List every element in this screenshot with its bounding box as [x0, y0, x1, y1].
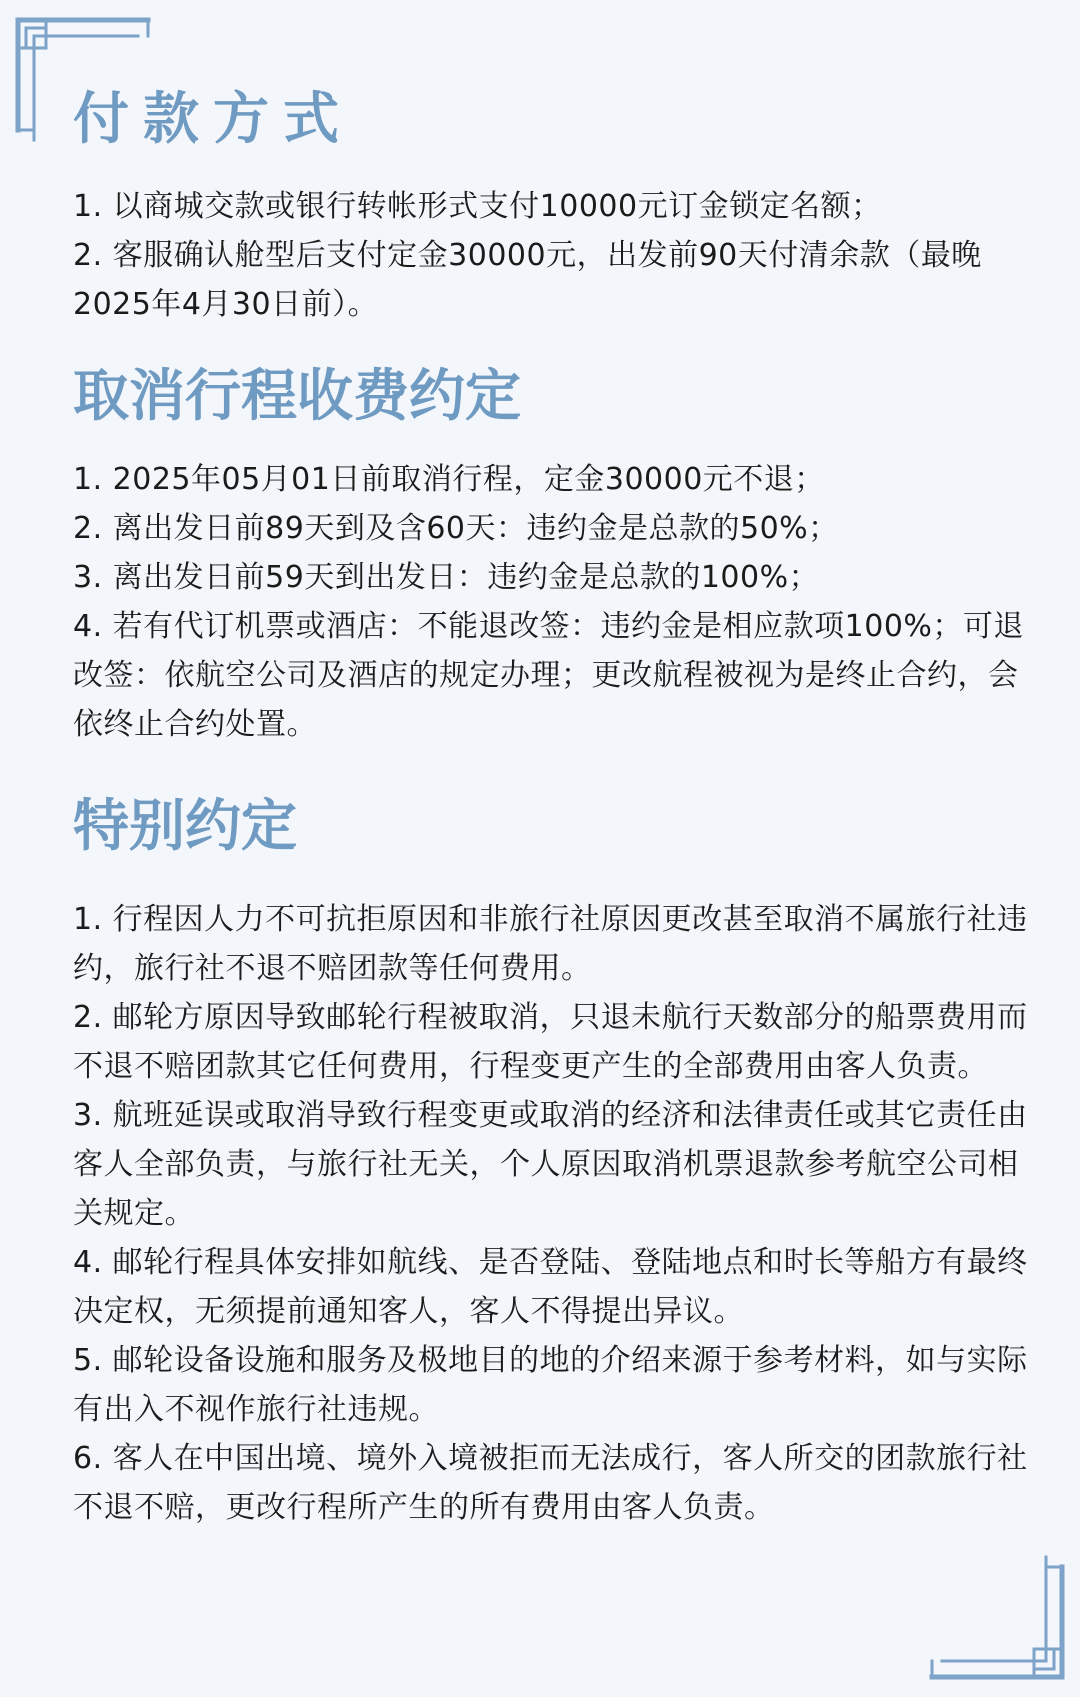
list-item: 2. 客服确认舱型后支付定金30000元，出发前90天付清余款（最晚2025年4月30日前）。 [73, 238, 982, 322]
section-title: 付款方式 [73, 87, 353, 152]
section-cancellation-fees [73, 357, 1033, 749]
section-special-terms [73, 787, 1033, 1532]
list-item: 5. 邮轮设备设施和服务及极地目的地的介绍来源于参考材料，如与实际有出入不视作旅行社违规。 [73, 1343, 1028, 1427]
list-item: 1. 2025年05月01日前取消行程，定金30000元不退； [73, 462, 825, 497]
list-item: 4. 邮轮行程具体安排如航线、是否登陆、登陆地点和时长等船方有最终决定权，无须提前通知客人，客人不得提出异议。 [73, 1245, 1028, 1329]
section-payment-method [73, 80, 1033, 329]
section-body [73, 182, 1033, 329]
list-item: 2. 离出发日前89天到及含60天：违约金是总款的50%； [73, 511, 839, 546]
list-item: 4. 若有代订机票或酒店：不能退改签：违约金是相应款项100%；可退改签：依航空公司及酒店的规定办理；更改航程被视为是终止合约，会依终止合约处置。 [73, 609, 1024, 742]
section-title: 取消行程收费约定 [73, 364, 521, 429]
section-body [73, 455, 1033, 749]
list-item: 3. 离出发日前59天到出发日：违约金是总款的100%； [73, 560, 820, 595]
section-body [73, 895, 1033, 1532]
list-item: 1. 以商城交款或银行转帐形式支付10000元订金锁定名额； [73, 189, 882, 224]
list-item: 3. 航班延误或取消导致行程变更或取消的经济和法律责任或其它责任由客人全部负责，与旅行社无关，个人原因取消机票退款参考航空公司相关规定。 [73, 1098, 1028, 1231]
list-item: 6. 客人在中国出境、境外入境被拒而无法成行，客人所交的团款旅行社不退不赔，更改行程所产生的所有费用由客人负责。 [73, 1441, 1028, 1525]
section-title: 特别约定 [73, 794, 297, 859]
corner-ornament-bottom-right-icon [916, 1541, 1066, 1681]
list-item: 2. 邮轮方原因导致邮轮行程被取消，只退未航行天数部分的船票费用而不退不赔团款其它任何费用，行程变更产生的全部费用由客人负责。 [73, 1000, 1028, 1084]
list-item: 1. 行程因人力不可抗拒原因和非旅行社原因更改甚至取消不属旅行社违约，旅行社不退不赔团款等任何费用。 [73, 902, 1028, 986]
document-content [73, 80, 1033, 1532]
